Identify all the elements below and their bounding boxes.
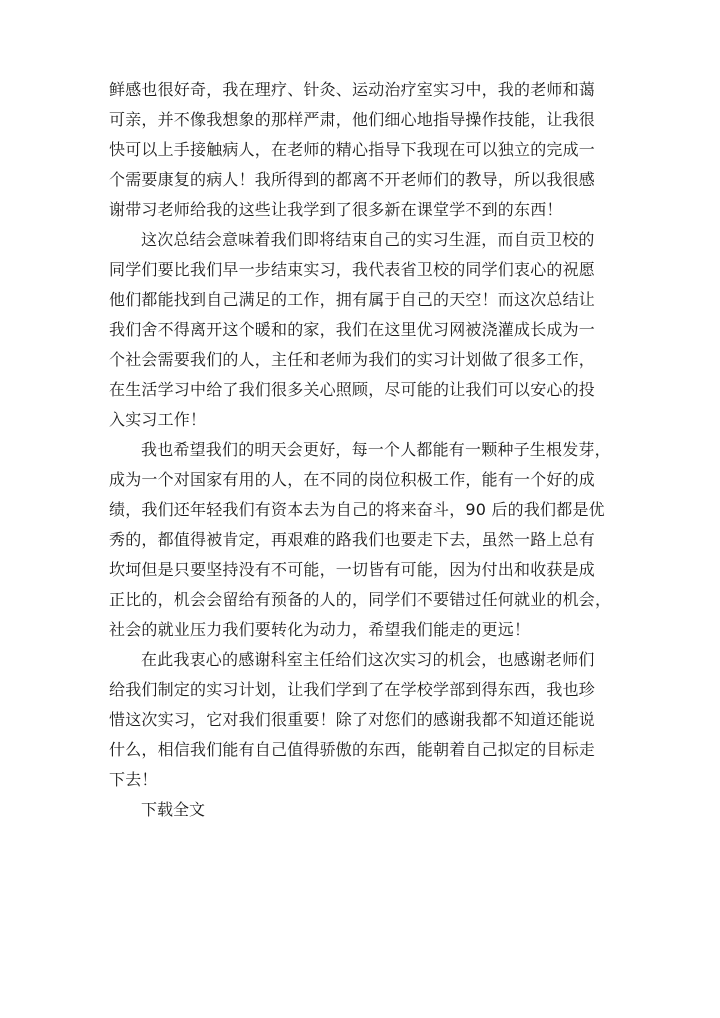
text-line: 入实习工作！ bbox=[109, 410, 207, 429]
text-line: 我们舍不得离开这个暖和的家，我们在这里优习网被浇灌成长成为一 bbox=[109, 320, 596, 339]
text-line: 鲜感也很好奇，我在理疗、针灸、运动治疗室实习中，我的老师和蔼 bbox=[109, 80, 596, 99]
text-line: 给我们制定的实习计划，让我们学到了在学校学部到得东西，我也珍 bbox=[109, 680, 596, 699]
text-line: 个需要康复的病人！我所得到的都离不开老师们的教导，所以我很感 bbox=[109, 170, 596, 189]
text-line: 我也希望我们的明天会更好，每一个人都能有一颗种子生根发芽， bbox=[141, 440, 611, 459]
text-line: 个社会需要我们的人，主任和老师为我们的实习计划做了很多工作， bbox=[109, 350, 596, 369]
text-line: 坎坷但是只要坚持没有不可能，一切皆有可能，因为付出和收获是成 bbox=[109, 560, 596, 579]
document-body bbox=[109, 75, 615, 825]
text-line: 正比的，机会会留给有预备的人的，同学们不要错过任何就业的机会， bbox=[109, 590, 612, 609]
text-line: 可亲，并不像我想象的那样严肃，他们细心地指导操作技能，让我很 bbox=[109, 110, 596, 129]
paragraph-4 bbox=[109, 645, 615, 795]
text-line: 惜这次实习，它对我们很重要！除了对您们的感谢我都不知道还能说 bbox=[109, 710, 596, 729]
text-line: 什么，相信我们能有自己值得骄傲的东西，能朝着自己拟定的目标走 bbox=[109, 740, 596, 759]
text-line: 下去！ bbox=[109, 770, 158, 789]
text-line: 成为一个对国家有用的人，在不同的岗位积极工作，能有一个好的成 bbox=[109, 470, 596, 489]
text-line: 秀的，都值得被肯定，再艰难的路我们也要走下去，虽然一路上总有 bbox=[109, 530, 596, 549]
paragraph-1 bbox=[109, 75, 615, 225]
text-line: 社会的就业压力我们要转化为动力，希望我们能走的更远！ bbox=[109, 620, 531, 639]
text-line: 同学们要比我们早一步结束实习，我代表省卫校的同学们衷心的祝愿 bbox=[109, 260, 596, 279]
text-line: 快可以上手接触病人，在老师的精心指导下我现在可以独立的完成一 bbox=[109, 140, 596, 159]
paragraph-3 bbox=[109, 435, 615, 645]
text-line: 这次总结会意味着我们即将结束自己的实习生涯，而自贡卫校的 bbox=[141, 230, 595, 249]
download-full-text-link[interactable]: 下载全文 bbox=[141, 800, 206, 819]
text-line: 绩，我们还年轻我们有资本去为自己的将来奋斗，90 后的我们都是优 bbox=[109, 500, 605, 519]
text-line: 在此我衷心的感谢科室主任给们这次实习的机会，也感谢老师们 bbox=[141, 650, 595, 669]
text-line: 谢带习老师给我的这些让我学到了很多新在课堂学不到的东西！ bbox=[109, 200, 563, 219]
paragraph-2 bbox=[109, 225, 615, 435]
text-line: 他们都能找到自己满足的工作，拥有属于自己的天空！而这次总结让 bbox=[109, 290, 596, 309]
text-line: 在生活学习中给了我们很多关心照顾，尽可能的让我们可以安心的投 bbox=[109, 380, 596, 399]
